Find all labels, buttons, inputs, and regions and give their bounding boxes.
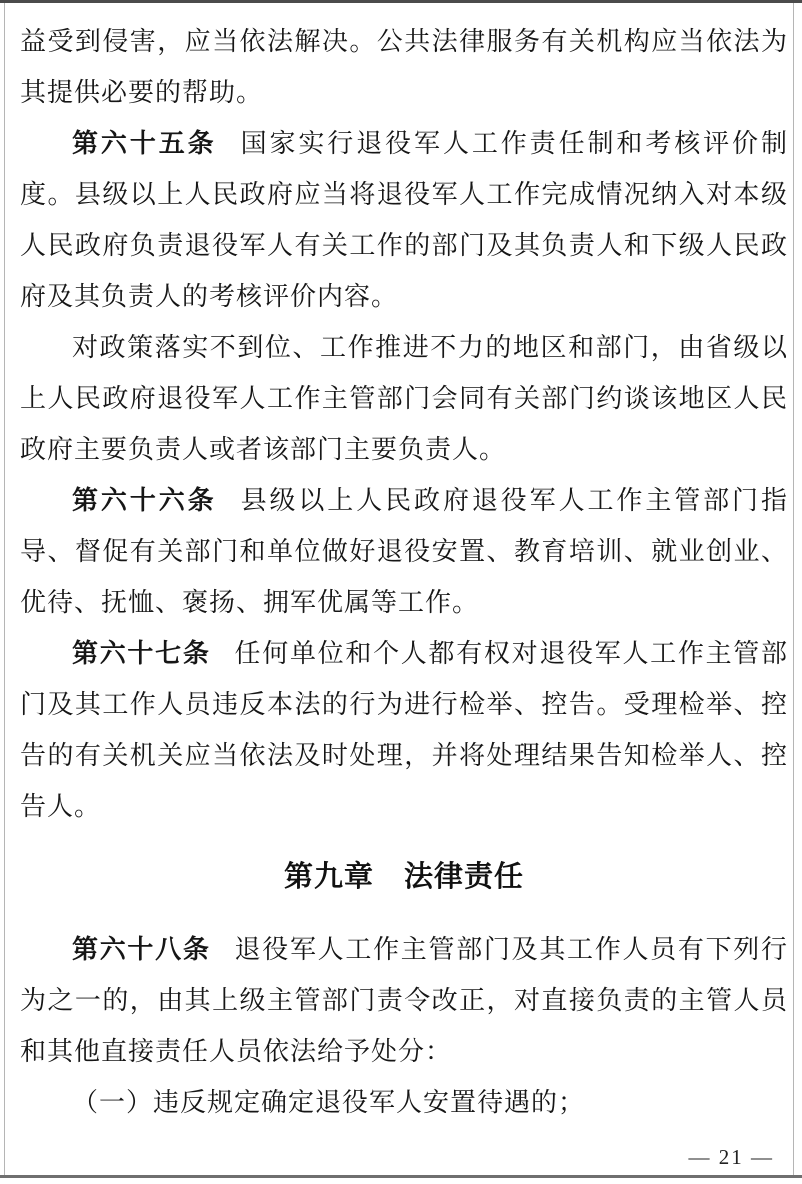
page-right-edge (793, 3, 794, 1175)
article-65-number: 第六十五条 (72, 129, 217, 158)
line-art67-4: 告人。 (20, 792, 102, 821)
line-art68-3: 和其他直接责任人员依法给予处分： (20, 1037, 453, 1066)
line-art66-2: 导、督促有关部门和单位做好退役安置、教育培训、就业创业、 (20, 537, 788, 566)
line-art68-1 (20, 924, 788, 975)
line-art67-2: 门及其工作人员违反本法的行为进行检举、控告。受理检举、控 (20, 690, 788, 719)
line-text: 国家实行退役军人工作责任制和考核评价制 (240, 129, 788, 158)
line-art67-1 (20, 628, 788, 679)
line-text: 退役军人工作主管部门及其工作人员有下列行 (234, 935, 788, 964)
line-art66-1 (20, 475, 788, 526)
line-art68-item1: （一）违反规定确定退役军人安置待遇的； (72, 1088, 586, 1117)
line-art65-para2-2: 上人民政府退役军人工作主管部门会同有关部门约谈该地区人民 (20, 384, 788, 413)
article-68-number: 第六十八条 (72, 935, 211, 964)
article-67-number: 第六十七条 (72, 639, 211, 668)
page-bottom-edge (0, 1175, 802, 1178)
line-art67-3: 告的有关机关应当依法及时处理，并将处理结果告知检举人、控 (20, 741, 788, 770)
line-art65-3: 人民政府负责退役军人有关工作的部门及其负责人和下级人民政 (20, 231, 788, 260)
line-art64-cont-2: 其提供必要的帮助。 (20, 78, 264, 107)
line-art65-2: 度。县级以上人民政府应当将退役军人工作完成情况纳入对本级 (20, 180, 788, 209)
line-art68-2: 为之一的，由其上级主管部门责令改正，对直接负责的主管人员 (20, 986, 788, 1015)
line-art66-3: 优待、抚恤、褒扬、拥军优属等工作。 (20, 588, 480, 617)
chapter-9-heading: 第九章 法律责任 (283, 861, 524, 893)
page-number: — 21 — (688, 1145, 774, 1169)
document-body (20, 0, 788, 1128)
line-art65-1 (20, 118, 788, 169)
line-text: 任何单位和个人都有权对退役军人工作主管部 (234, 639, 788, 668)
line-art65-para2-3: 政府主要负责人或者该部门主要负责人。 (20, 435, 507, 464)
line-art65-4: 府及其负责人的考核评价内容。 (20, 282, 399, 311)
line-art65-para2-1: 对政策落实不到位、工作推进不力的地区和部门，由省级以 (72, 333, 788, 362)
line-text: 县级以上人民政府退役军人工作主管部门指 (240, 486, 788, 515)
page-left-edge (4, 3, 5, 1175)
line-art64-cont-1: 益受到侵害，应当依法解决。公共法律服务有关机构应当依法为 (20, 27, 788, 56)
article-66-number: 第六十六条 (72, 486, 217, 515)
